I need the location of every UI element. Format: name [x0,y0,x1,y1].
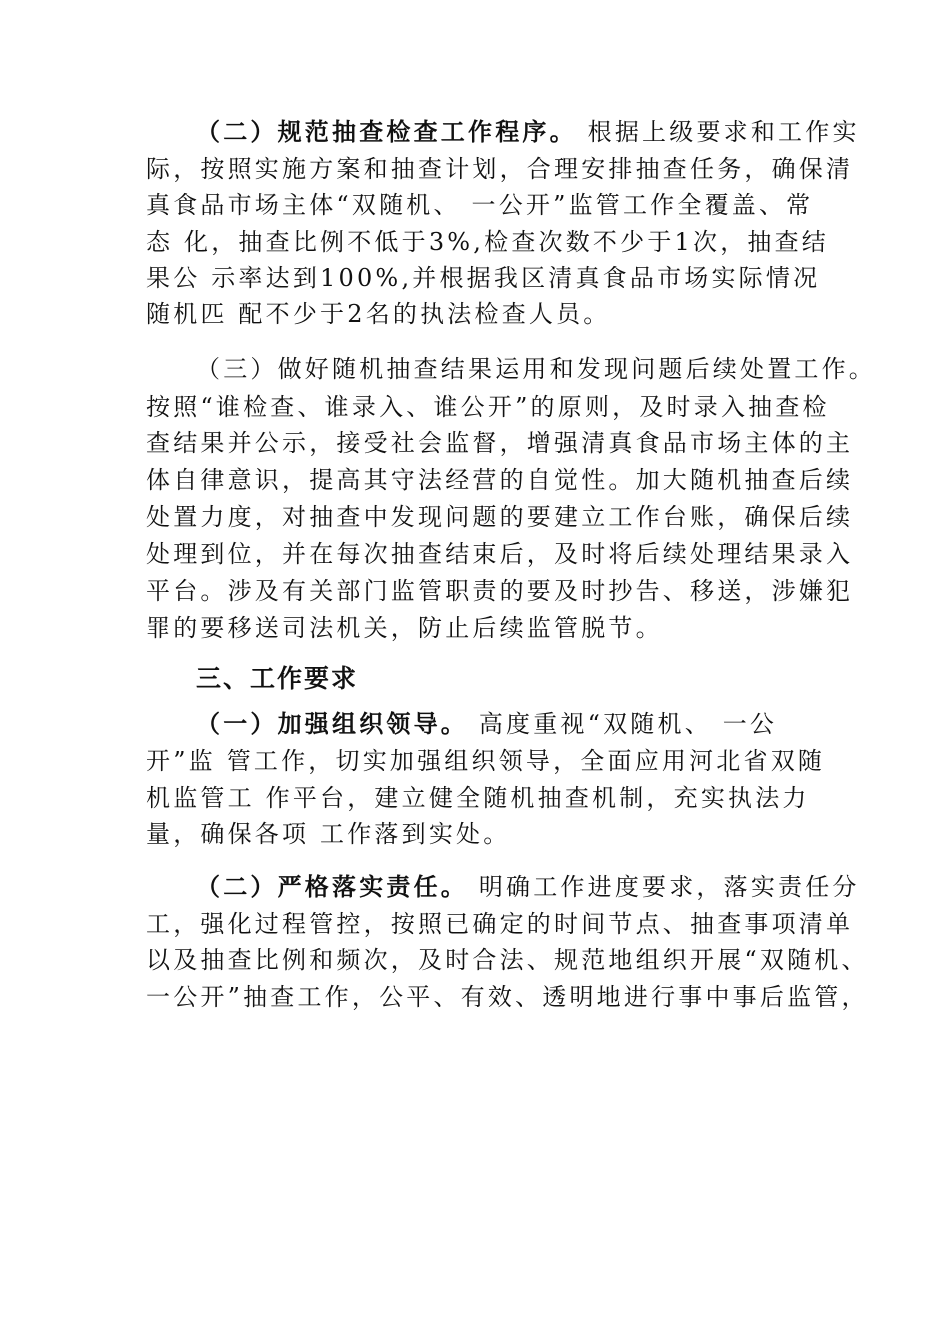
paragraph-2-line-7: 平台。涉及有关部门监管职责的要及时抄告、移送，涉嫌犯 [146,577,854,605]
paragraph-4-text: 明确工作进度要求，落实责任分 [468,873,860,901]
paragraph-2-line-5: 处置力度，对抽查中发现问题的要建立工作台账，确保后续 [146,503,854,531]
paragraph-1-lead: （二）规范抽查检查工作程序。 [196,118,577,146]
paragraph-2-line-2: 按照“谁检查、谁录入、谁公开”的原则，及时录入抽查检 [146,393,830,421]
paragraph-4-line-3: 以及抽查比例和频次，及时合法、规范地组织开展“双随机、 [146,946,869,974]
paragraph-1-line-3: 真食品市场主体“双随机、 一公开”监管工作全覆盖、常 [146,191,814,219]
paragraph-3-lead: （一）加强组织领导。 [196,710,468,738]
paragraph-1-line-2: 际，按照实施方案和抽查计划，合理安排抽查任务，确保清 [146,155,854,183]
paragraph-4-line-4: 一公开”抽查工作，公平、有效、透明地进行事中事后监管， [146,983,869,1011]
paragraph-3-line-2: 开”监 管工作，切实加强组织领导，全面应用河北省双随 [146,747,826,775]
paragraph-4-line-2: 工，强化过程管控，按照已确定的时间节点、抽查事项清单 [146,910,854,938]
paragraph-1-line-1 [196,117,860,147]
paragraph-2-line-6: 处理到位，并在每次抽查结束后，及时将后续处理结果录入 [146,540,854,568]
paragraph-2-line-4: 体自律意识，提高其守法经营的自觉性。加大随机抽查后续 [146,466,854,494]
paragraph-1-line-5: 果公 示率达到100%,并根据我区清真食品市场实际情况 [146,264,821,292]
paragraph-3-text: 高度重视“双随机、 一公 [468,710,778,738]
paragraph-1-text: 根据上级要求和工作实 [576,118,860,146]
paragraph-4-line-1 [196,872,860,902]
paragraph-2-line-8: 罪的要移送司法机关，防止后续监管脱节。 [146,614,663,642]
paragraph-1-line-4: 态 化，抽查比例不低于3%,检查次数不少于1次，抽查结 [146,228,829,256]
paragraph-2-line-3: 查结果并公示，接受社会监督，增强清真食品市场主体的主 [146,429,854,457]
paragraph-3-line-1 [196,709,777,739]
section-heading: 三、工作要求 [196,664,359,693]
paragraph-1-line-6: 随机匹 配不少于2名的执法检查人员。 [146,300,611,328]
paragraph-3-line-4: 量，确保各项 工作落到实处。 [146,820,511,848]
paragraph-4-lead: （二）严格落实责任。 [196,873,468,901]
paragraph-2-line-1: （三）做好随机抽查结果运用和发现问题后续处置工作。 [196,355,876,383]
paragraph-3-line-3: 机监管工 作平台，建立健全随机抽查机制，充实执法力 [146,784,810,812]
